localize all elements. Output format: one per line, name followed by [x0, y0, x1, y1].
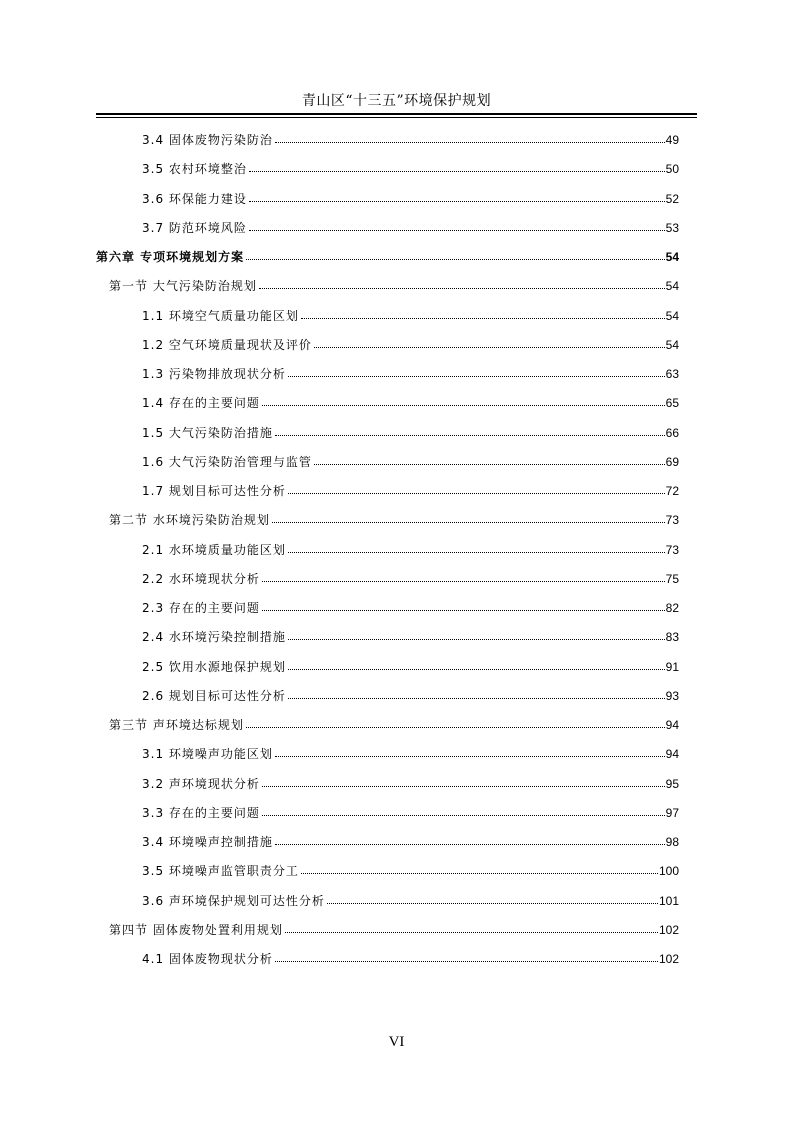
toc-entry[interactable] — [142, 600, 679, 616]
toc-entry-page-number: 97 — [665, 806, 679, 820]
toc-dot-leader — [262, 600, 665, 612]
toc-entry-page-number: 75 — [665, 572, 679, 586]
toc-dot-leader — [275, 425, 665, 437]
toc-entry-label: 3.7 防范环境风险 — [142, 221, 247, 235]
toc-entry[interactable] — [142, 542, 679, 558]
toc-entry-label: 3.6 环保能力建设 — [142, 192, 247, 206]
toc-dot-leader — [314, 454, 665, 466]
toc-entry-label: 1.4 存在的主要问题 — [142, 396, 260, 410]
toc-entry-label: 2.3 存在的主要问题 — [142, 601, 260, 615]
toc-entry-label: 第二节 水环境污染防治规划 — [109, 513, 270, 527]
toc-dot-leader — [288, 483, 665, 495]
toc-entry-page-number: 94 — [665, 747, 679, 761]
toc-entry-label: 3.5 环境噪声监管职责分工 — [142, 864, 299, 878]
toc-entry-label: 1.2 空气环境质量现状及评价 — [142, 338, 312, 352]
toc-entry-label: 第四节 固体废物处置利用规划 — [109, 923, 283, 937]
toc-entry[interactable] — [109, 717, 679, 733]
toc-dot-leader — [288, 366, 665, 378]
toc-entry-page-number: 53 — [665, 221, 679, 235]
toc-entry-label: 3.1 环境噪声功能区划 — [142, 747, 273, 761]
toc-entry-page-number: 65 — [665, 396, 679, 410]
toc-entry-label: 2.4 水环境污染控制措施 — [142, 630, 286, 644]
toc-entry-label: 2.2 水环境现状分析 — [142, 572, 260, 586]
toc-entry[interactable] — [142, 776, 679, 792]
toc-dot-leader — [246, 249, 664, 261]
toc-entry-page-number: 73 — [665, 513, 679, 527]
toc-entry[interactable] — [142, 191, 679, 207]
toc-entry-page-number: 82 — [665, 601, 679, 615]
toc-entry-label: 1.3 污染物排放现状分析 — [142, 367, 286, 381]
toc-entry-page-number: 73 — [665, 543, 679, 557]
page-header-title: 青山区“十三五”环境保护规划 — [301, 93, 492, 109]
toc-entry-page-number: 52 — [665, 192, 679, 206]
toc-entry[interactable] — [142, 366, 679, 382]
toc-dot-leader — [285, 922, 658, 934]
toc-entry[interactable] — [142, 746, 679, 762]
toc-dot-leader — [275, 132, 665, 144]
toc-entry[interactable] — [142, 161, 679, 177]
footer-page-number: VI — [388, 1034, 405, 1050]
toc-entry-page-number: 63 — [665, 367, 679, 381]
toc-entry-page-number: 102 — [658, 923, 679, 937]
toc-dot-leader — [262, 395, 665, 407]
toc-dot-leader — [262, 776, 665, 788]
toc-entry[interactable] — [142, 863, 679, 879]
toc-dot-leader — [301, 863, 658, 875]
toc-entry-page-number: 94 — [665, 718, 679, 732]
toc-dot-leader — [314, 337, 665, 349]
toc-dot-leader — [275, 834, 665, 846]
toc-entry-page-number: 54 — [665, 279, 679, 293]
toc-entry[interactable] — [142, 688, 679, 704]
toc-entry[interactable] — [142, 951, 679, 967]
toc-entry[interactable] — [142, 629, 679, 645]
toc-entry[interactable] — [142, 893, 679, 909]
toc-entry-page-number: 66 — [665, 426, 679, 440]
toc-entry-label: 2.1 水环境质量功能区划 — [142, 543, 286, 557]
toc-dot-leader — [301, 308, 665, 320]
toc-entry[interactable] — [109, 922, 679, 938]
toc-entry[interactable] — [109, 278, 679, 294]
toc-entry-page-number: 98 — [665, 835, 679, 849]
toc-entry-label: 1.7 规划目标可达性分析 — [142, 484, 286, 498]
toc-entry[interactable] — [142, 132, 679, 148]
toc-dot-leader — [259, 278, 665, 290]
toc-entry[interactable] — [96, 249, 679, 265]
toc-dot-leader — [275, 951, 658, 963]
toc-entry-page-number: 100 — [658, 864, 679, 878]
toc-entry-page-number: 54 — [665, 338, 679, 352]
toc-entry-label: 2.6 规划目标可达性分析 — [142, 689, 286, 703]
toc-entry-page-number: 72 — [665, 484, 679, 498]
toc-entry-page-number: 54 — [665, 309, 679, 323]
toc-entry-label: 3.6 声环境保护规划可达性分析 — [142, 894, 325, 908]
toc-entry-page-number: 101 — [658, 894, 679, 908]
toc-entry[interactable] — [142, 571, 679, 587]
toc-entry-label: 3.4 环境噪声控制措施 — [142, 835, 273, 849]
toc-entry-page-number: 83 — [665, 630, 679, 644]
toc-dot-leader — [327, 893, 658, 905]
toc-entry-label: 4.1 固体废物现状分析 — [142, 952, 273, 966]
toc-entry[interactable] — [109, 512, 679, 528]
toc-entry[interactable] — [142, 805, 679, 821]
toc-dot-leader — [272, 512, 665, 524]
toc-entry-page-number: 49 — [665, 133, 679, 147]
toc-dot-leader — [249, 191, 665, 203]
toc-dot-leader — [262, 571, 665, 583]
toc-dot-leader — [262, 805, 665, 817]
toc-entry-label: 第六章 专项环境规划方案 — [96, 250, 245, 264]
toc-entry-page-number: 54 — [665, 250, 679, 264]
toc-entry-label: 1.5 大气污染防治措施 — [142, 426, 273, 440]
toc-entry-label: 3.2 声环境现状分析 — [142, 777, 260, 791]
toc-entry[interactable] — [142, 659, 679, 675]
toc-entry[interactable] — [142, 395, 679, 411]
toc-entry-label: 第三节 声环境达标规划 — [109, 718, 244, 732]
toc-dot-leader — [288, 659, 665, 671]
toc-dot-leader — [249, 220, 665, 232]
toc-entry[interactable] — [142, 454, 679, 470]
toc-entry-page-number: 95 — [665, 777, 679, 791]
toc-dot-leader — [249, 161, 665, 173]
toc-entry-page-number: 50 — [665, 162, 679, 176]
toc-entry-label: 2.5 饮用水源地保护规划 — [142, 660, 286, 674]
toc-entry-label: 3.5 农村环境整治 — [142, 162, 247, 176]
toc-entry-label: 第一节 大气污染防治规划 — [109, 279, 257, 293]
toc-entry-label: 1.6 大气污染防治管理与监管 — [142, 455, 312, 469]
toc-dot-leader — [288, 688, 665, 700]
toc-entry-label: 1.1 环境空气质量功能区划 — [142, 309, 299, 323]
toc-dot-leader — [275, 746, 665, 758]
toc-entry-label: 3.3 存在的主要问题 — [142, 806, 260, 820]
toc-entry-page-number: 91 — [665, 660, 679, 674]
toc-entry[interactable] — [142, 483, 679, 499]
toc-entry[interactable] — [142, 834, 679, 850]
toc-entry[interactable] — [142, 308, 679, 324]
toc-dot-leader — [246, 717, 665, 729]
toc-dot-leader — [288, 542, 665, 554]
toc-entry[interactable] — [142, 337, 679, 353]
toc-dot-leader — [288, 629, 665, 641]
toc-entry[interactable] — [142, 425, 679, 441]
toc-entry-label: 3.4 固体废物污染防治 — [142, 133, 273, 147]
toc-entry[interactable] — [142, 220, 679, 236]
toc-entry-page-number: 93 — [665, 689, 679, 703]
toc-entry-page-number: 102 — [658, 952, 679, 966]
toc-entry-page-number: 69 — [665, 455, 679, 469]
